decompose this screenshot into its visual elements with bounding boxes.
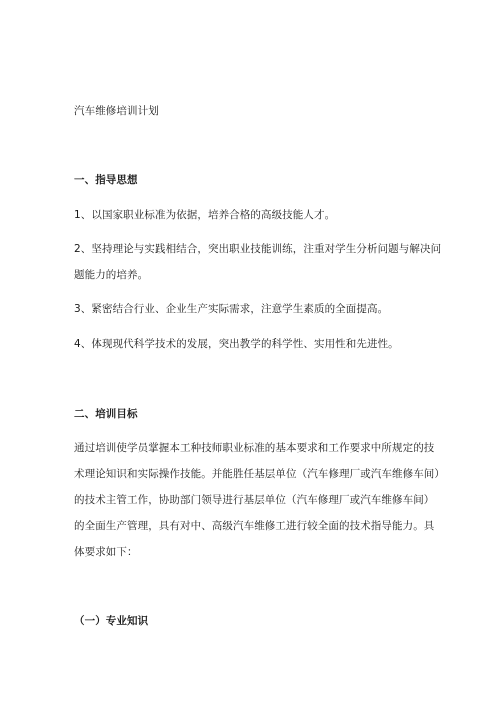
list-item: 4、体现现代科学技术的发展，突出教学的科学性、实用性和先进性。 xyxy=(74,338,399,350)
list-item: 1、以国家职业标准为依据，培养合格的高级技能人才。 xyxy=(74,209,336,221)
paragraph-line: 体要求如下： xyxy=(74,546,138,558)
paragraph-line: 的技术主管工作，协助部门领导进行基层单位（汽车修理厂或汽车维修车间） xyxy=(74,494,435,506)
document-title: 汽车维修培训计划 xyxy=(74,105,159,117)
paragraph-line: 术理论知识和实际操作技能。并能胜任基层单位（汽车修理厂或汽车维修车间） xyxy=(74,468,445,480)
section-heading-training-goals: 二、培训目标 xyxy=(74,408,138,420)
section-heading-guiding-ideology: 一、指导思想 xyxy=(74,174,138,186)
list-item: 2、坚持理论与实践相结合，突出职业技能训练，注重对学生分析问题与解决问 xyxy=(74,243,442,255)
list-item-continuation: 题能力的培养。 xyxy=(74,269,149,281)
subsection-heading-professional-knowledge: （一）专业知识 xyxy=(74,615,149,627)
list-item: 3、紧密结合行业、企业生产实际需求，注意学生素质的全面提高。 xyxy=(74,303,389,315)
paragraph-line: 的全面生产管理，具有对中、高级汽车维修工进行较全面的技术指导能力。具 xyxy=(74,520,435,532)
paragraph-line: 通过培训使学员掌握本工种技师职业标准的基本要求和工作要求中所规定的技 xyxy=(74,442,435,454)
